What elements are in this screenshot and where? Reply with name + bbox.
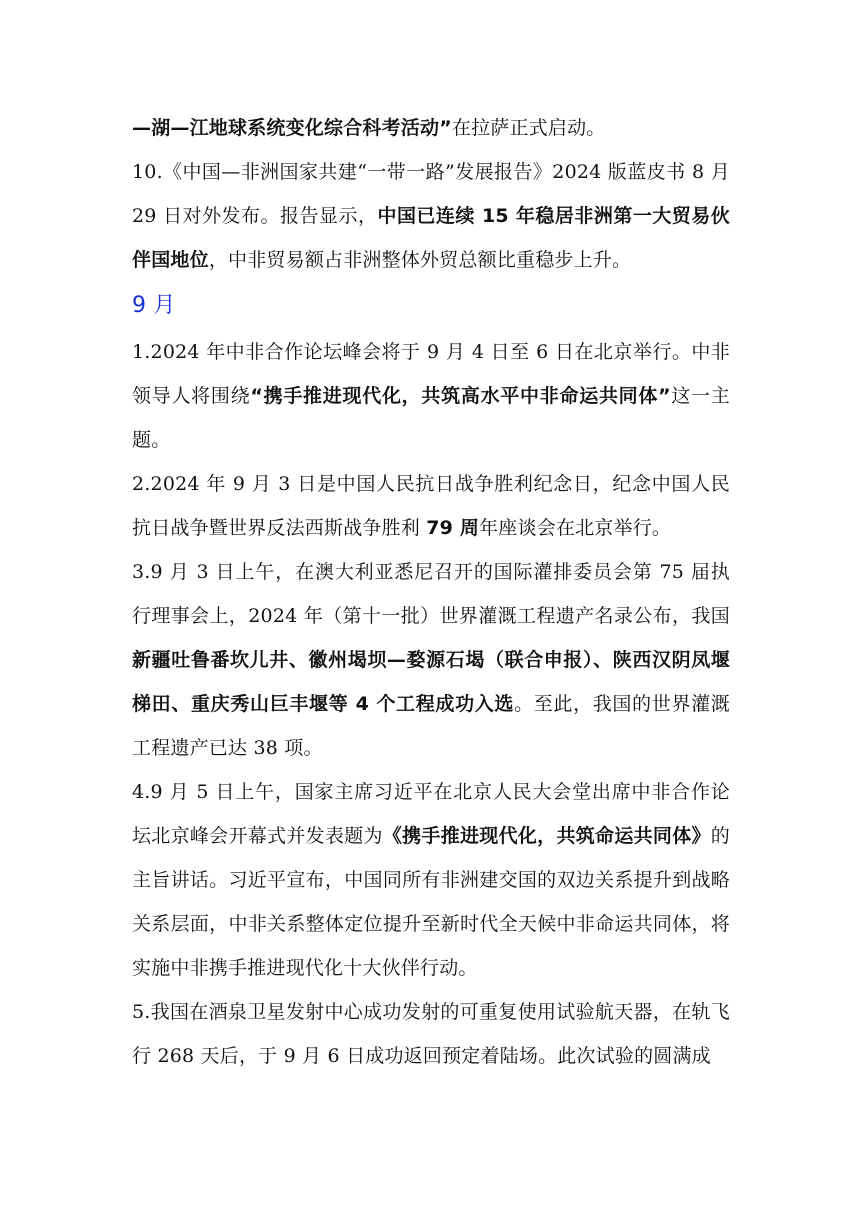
text: 年座谈会在北京举行。 [479, 517, 672, 539]
paragraph-september-4 [132, 770, 730, 990]
text: 2.2024 年 9 月 3 日是中国人民抗日战争胜利纪念日，纪念中国人民抗日战争暨世界反法西斯战争胜利 [132, 473, 730, 539]
bold-text: 新疆吐鲁番坎儿井、徽州堨坝—婺源石堨（联合申报）、陕西汉阴凤堰梯田、重庆秀山巨丰堰等 4 个工程成功入选 [132, 649, 730, 715]
paragraph-september-5 [132, 990, 730, 1078]
bold-text: —湖—江地球系统变化综合科考活动” [132, 117, 452, 139]
paragraph-september-2 [132, 462, 730, 550]
text: 1.2024 年中非合作论坛峰会将于 9 月 4 日至 6 日在北京举行。中非领导人将围绕 [132, 341, 730, 407]
text: 10.《中国—非洲国家共建“一带一路”发展报告》2024 版蓝皮书 8 月 29 日对外发布。报告显示， [132, 161, 730, 227]
paragraph-august-9-end [132, 106, 730, 150]
text: 3.9 月 3 日上午，在澳大利亚悉尼召开的国际灌排委员会第 75 届执行理事会上，2024 年（第十一批）世界灌溉工程遗产名录公布，我国 [132, 561, 730, 627]
text: 。至此，我国的世界灌溉工程遗产已达 38 项。 [132, 693, 730, 759]
text: ，中非贸易额占非洲整体外贸总额比重稳步上升。 [208, 249, 632, 271]
bold-text: 79 周 [426, 517, 480, 539]
text: 4.9 月 5 日上午，国家主席习近平在北京人民大会堂出席中非合作论坛北京峰会开幕式并发表题为 [132, 781, 730, 847]
text: 这一主题。 [132, 385, 730, 451]
document-body [132, 106, 730, 1078]
paragraph-september-1 [132, 330, 730, 462]
paragraph-august-10 [132, 150, 730, 282]
text: 的主旨讲话。习近平宣布，中国同所有非洲建交国的双边关系提升到战略关系层面，中非关系整体定位提升至新时代全天候中非命运共同体，将实施中非携手推进现代化十大伙伴行动。 [132, 825, 730, 979]
bold-text: “携手推进现代化，共筑高水平中非命运共同体” [250, 385, 671, 407]
month-heading: 9 月 [132, 293, 176, 318]
text: 在拉萨正式启动。 [451, 117, 606, 139]
bold-text: 《携手推进现代化，共筑命运共同体》 [382, 825, 711, 847]
text: 5.我国在酒泉卫星发射中心成功发射的可重复使用试验航天器，在轨飞行 268 天后，于 9 月 6 日成功返回预定着陆场。此次试验的圆满成 [132, 1001, 730, 1067]
bold-text: 中国已连续 15 年稳居非洲第一大贸易伙伴国地位 [132, 205, 730, 271]
paragraph-september-3 [132, 550, 730, 770]
